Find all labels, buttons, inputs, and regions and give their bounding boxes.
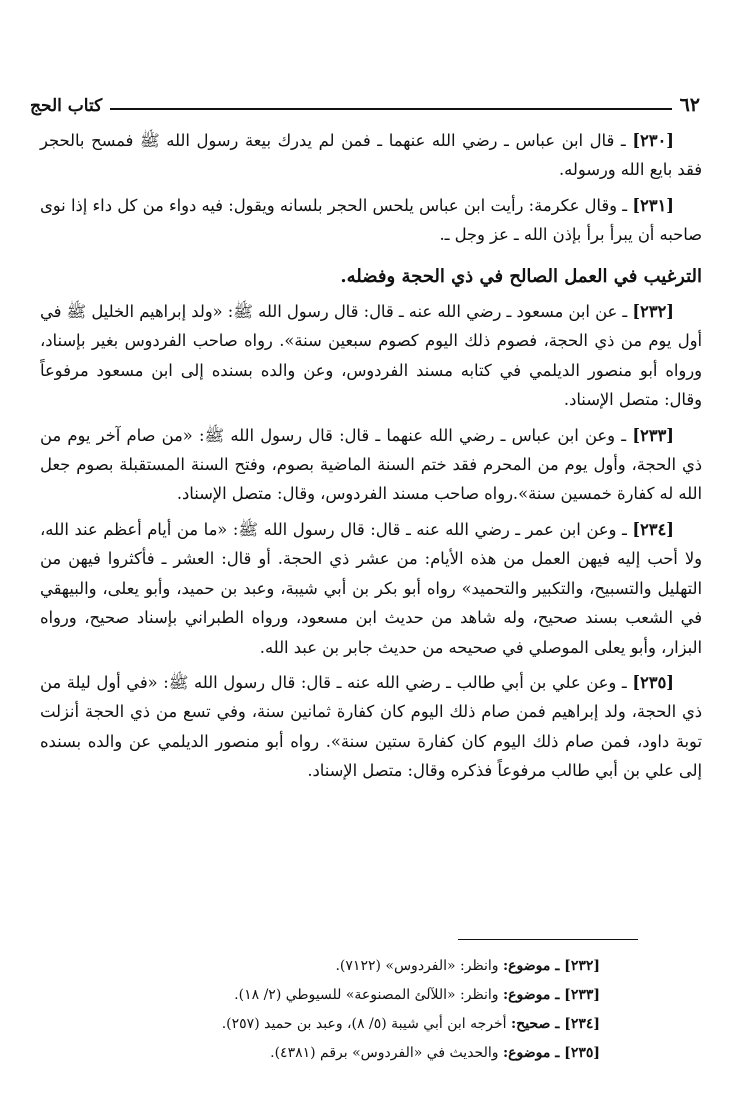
footnote-text: والحديث في «الفردوس» برقم (٤٣٨١). (270, 1045, 503, 1061)
hadith-number: [٢٣٢] (632, 302, 674, 322)
hadith-number: [٢٣٤] (632, 519, 674, 539)
hadith-number: [٢٣٣] (632, 425, 674, 445)
footnotes (40, 952, 600, 1068)
footnote-text: أخرجه ابن أبي شيبة (٥/ ٨)، وعبد بن حميد (٢٥٧). (221, 1016, 511, 1032)
hadith-paragraph (40, 515, 702, 662)
hadith-paragraph (40, 421, 702, 509)
hadith-number: [٢٣٥] (632, 672, 674, 692)
hadith-number: [٢٣٠] (632, 131, 674, 150)
hadith-number: [٢٣١] (632, 195, 674, 215)
footnote (40, 981, 600, 1009)
book-title: كتاب الحج (30, 96, 103, 116)
main-text (40, 126, 702, 792)
footnote-tag: [٢٣٤] ـ صحيح: (510, 1016, 600, 1032)
hadith-text: ـ عن ابن مسعود ـ رضي الله عنه ـ قال: قال رسول الله ﷺ: «ولد إبراهيم الخليل ﷺ في أول يوم من ذي الحجة، فصوم ذلك اليوم كصوم سبعين سنة». رواه صاحب الفردوس بغير بإسناد، ورواه أبو منصور الديلمي في كتابه مسند الفردوس، وعن والده بسنده إلى ابن مسعود مرفوعاً وقال: متصل الإسناد. (40, 302, 702, 410)
hadith-text: ـ وعن علي بن أبي طالب ـ رضي الله عنه ـ قال: قال رسول الله ﷺ: «في أول ليلة من ذي الحجة، ولد إبراهيم فمن صام ذلك اليوم كان كفارة ثمانين سنة، وفي تسع من ذي الحجة أنزلت توبة داود، فمن صام ذلك اليوم كان كفارة ستين سنة». رواه أبو منصور الديلمي عن والده بسنده إلى علي بن أبي طالب مرفوعاً فذكره وقال: متصل الإسناد. (40, 672, 702, 781)
hadith-text: ـ قال ابن عباس ـ رضي الله عنهما ـ فمن لم يدرك بيعة رسول الله ﷺ فمسح بالحجر فقد بايع الله ورسوله. (40, 131, 702, 180)
footnote (40, 1039, 600, 1067)
hadith-text: ـ وقال عكرمة: رأيت ابن عباس يلحس الحجر بلسانه ويقول: فيه دواء من كل داء إذا نوى صاحبه أن يبرأ برأ بإذن الله ـ عز وجل ـ. (40, 195, 702, 245)
section-heading: الترغيب في العمل الصالح في ذي الحجة وفضله. (340, 265, 702, 287)
footnote-tag: [٢٣٣] ـ موضوع: (502, 987, 600, 1003)
page-number: ٦٢ (679, 94, 700, 116)
footnote (40, 1010, 600, 1038)
footnote (40, 952, 600, 980)
hadith-paragraph (40, 191, 702, 250)
hadith-paragraph (40, 126, 702, 185)
footnote-tag: [٢٣٢] ـ موضوع: (502, 958, 600, 974)
hadith-paragraph (40, 668, 702, 786)
hadith-text: ـ وعن ابن عمر ـ رضي الله عنه ـ قال: قال رسول الله ﷺ: «ما من أيام أعظم عند الله، ولا أحب إليه فيهن العمل من هذه الأيام: من عشر ذي الحجة. أو قال: العشر ـ فأكثروا فيهن من التهليل والتسبيح، والتكبير والتحميد» رواه أبو بكر بن أبي شيبة، وعبد بن حميد، وأبو يعلى، والبيهقي في الشعب بسند صحيح، وله شاهد من حديث ابن مسعود، ورواه الطبراني بإسناد صحيح، ورواه البزار، وأبو يعلى الموصلي في صحيحه من حديث جابر بن عبد الله. (40, 519, 702, 657)
hadith-paragraph (40, 297, 702, 415)
header-rule (110, 108, 671, 110)
footnote-tag: [٢٣٥] ـ موضوع: (502, 1045, 600, 1061)
page-header (30, 88, 700, 116)
hadith-text: ـ وعن ابن عباس ـ رضي الله عنهما ـ قال: قال رسول الله ﷺ: «من صام آخر يوم من ذي الحجة، وأول يوم من المحرم فقد ختم السنة الماضية بصوم، وفتح السنة المستقبلة بصوم جعل الله له كفارة خمسين سنة».رواه صاحب مسند الفردوس، وقال: متصل الإسناد. (40, 425, 702, 504)
footnote-text: وانظر: «اللآلئ المصنوعة» للسيوطي (٢/ ١٨). (234, 987, 503, 1003)
footnote-divider (458, 939, 638, 940)
footnote-text: وانظر: «الفردوس» (٧١٢٢). (335, 958, 503, 974)
